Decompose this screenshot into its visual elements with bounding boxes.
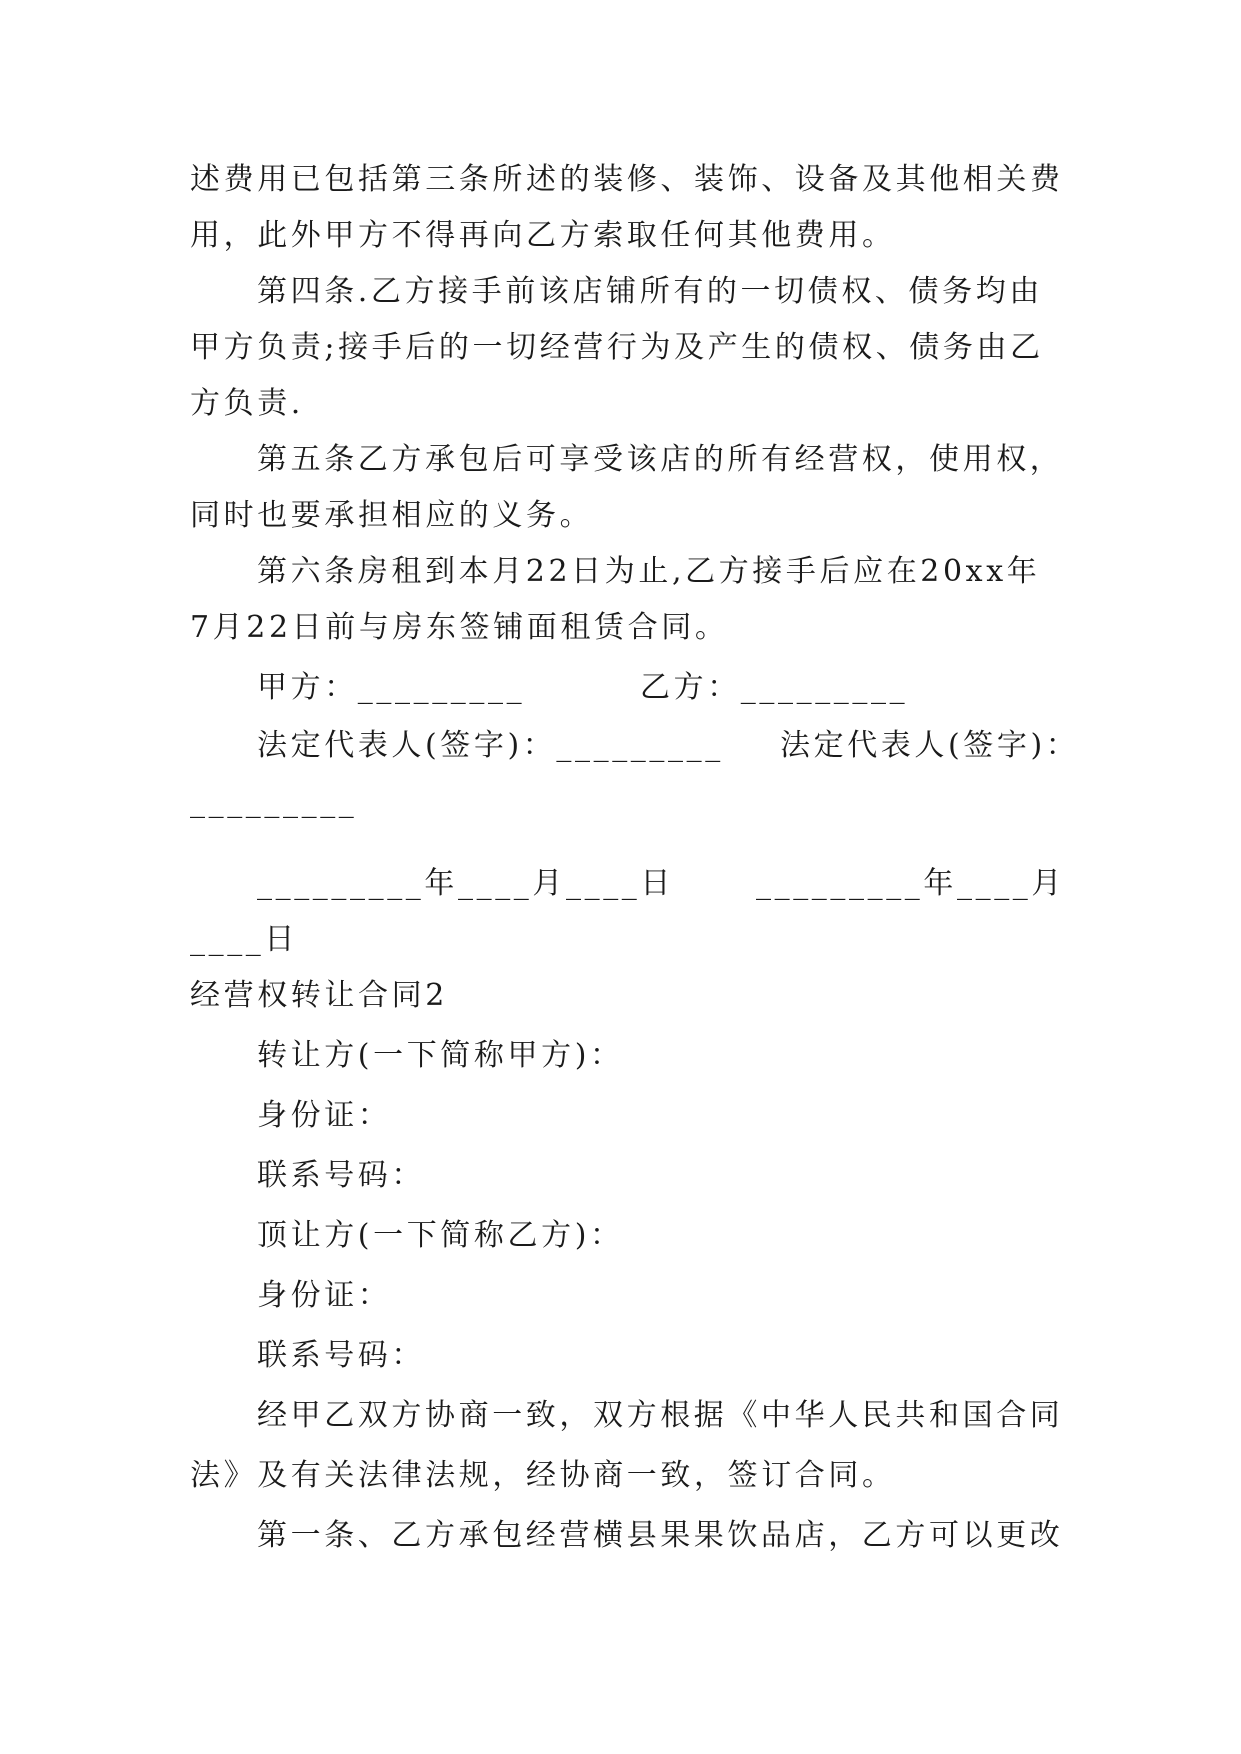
signature-party-b: 乙方：_________ [640,670,909,705]
paragraph-line: 第四条.乙方接手前该店铺所有的一切债权、债务均由 [257,274,1043,309]
paragraph-line: 同时也要承担相应的义务。 [190,498,594,533]
signature-party-a: 甲方：_________ [257,670,526,705]
section-title: 经营权转让合同2 [190,978,448,1013]
paragraph-line: 7月22日前与房东签铺面租赁合同。 [190,610,729,645]
signature-representative-b-blank: _________ [190,784,358,819]
paragraph-line: 用，此外甲方不得再向乙方索取任何其他费用。 [190,218,896,253]
date-line-b-day: ____日 [190,922,298,957]
paragraph-line: 述费用已包括第三条所述的装修、装饰、设备及其他相关费 [190,162,1064,197]
paragraph-line: 经甲乙双方协商一致，双方根据《中华人民共和国合同 [257,1398,1064,1433]
paragraph-line: 法》及有关法律法规，经协商一致，签订合同。 [190,1458,896,1493]
phone-label-a: 联系号码： [257,1158,425,1193]
date-line-a: _________年____月____日 [257,866,674,901]
id-card-label-b: 身份证： [257,1278,392,1313]
id-card-label-a: 身份证： [257,1098,392,1133]
date-line-b: _________年____月 [756,866,1065,901]
paragraph-line: 第六条房租到本月22日为止,乙方接手后应在20xx年 [257,554,1041,589]
paragraph-line: 第五条乙方承包后可享受该店的所有经营权，使用权， [257,442,1064,477]
phone-label-b: 联系号码： [257,1338,425,1373]
paragraph-line: 第一条、乙方承包经营横县果果饮品店，乙方可以更改 [257,1518,1064,1553]
transferee-label: 顶让方(一下简称乙方)： [257,1218,624,1253]
signature-representative-a: 法定代表人(签字)：_________ [257,728,724,763]
signature-representative-b: 法定代表人(签字)： [780,728,1080,763]
paragraph-line: 方负责. [190,386,304,421]
transferor-label: 转让方(一下简称甲方)： [257,1038,624,1073]
paragraph-line: 甲方负责;接手后的一切经营行为及产生的债权、债务由乙 [190,330,1044,365]
